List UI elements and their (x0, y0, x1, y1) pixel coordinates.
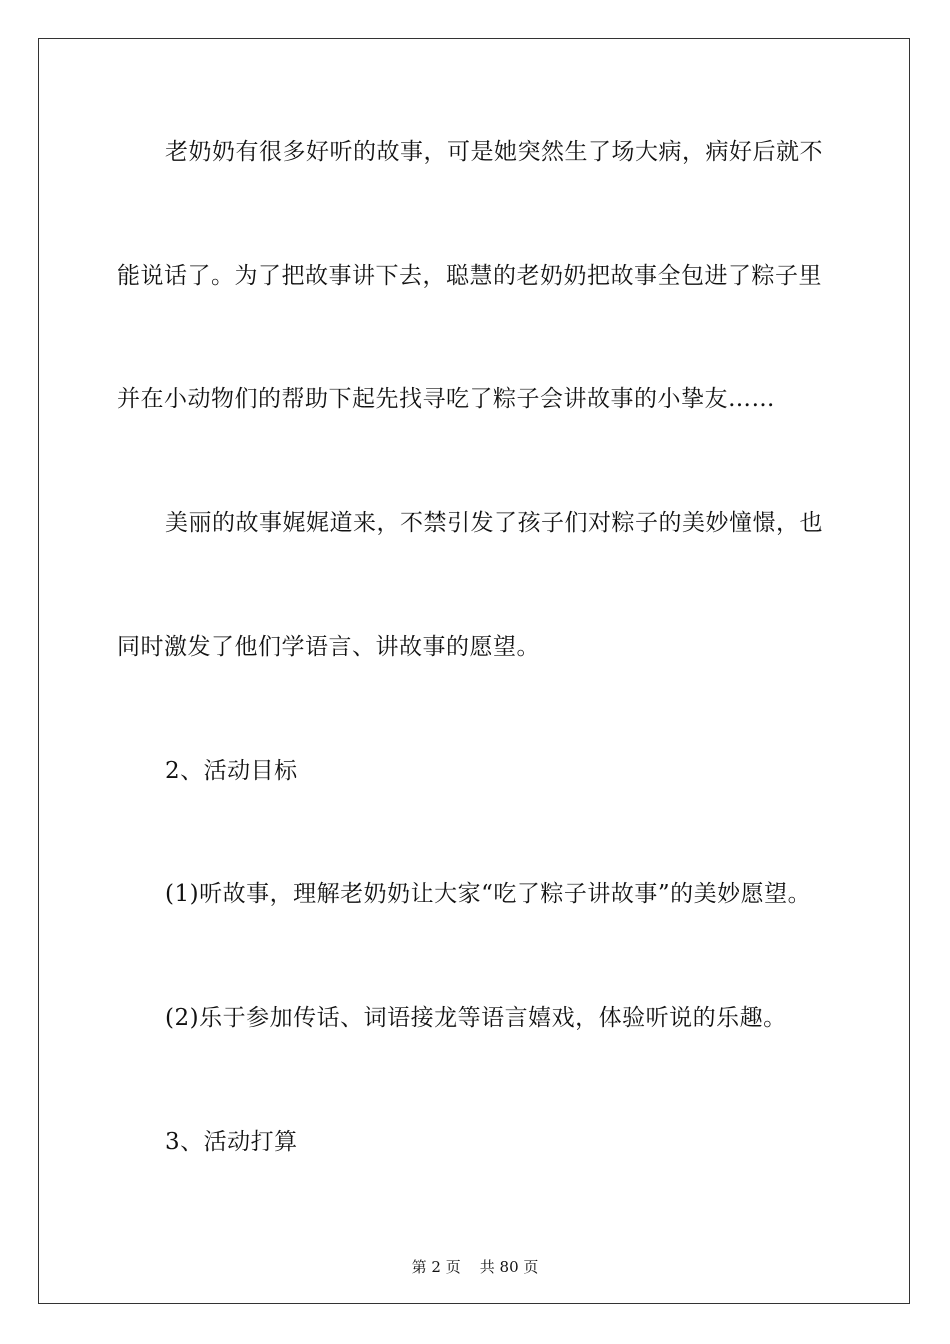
paragraph-2-line-2: 同时激发了他们学语言、讲故事的愿望。 (117, 634, 540, 660)
goal-item-2: (2)乐于参加传话、词语接龙等语言嬉戏，体验听说的乐趣。 (165, 1005, 787, 1031)
section-heading-goals: 2、活动目标 (165, 758, 298, 784)
page-number-footer: 第 2 页 共 80 页 (411, 1258, 539, 1276)
goal-item-1: (1)听故事，理解老奶奶让大家“吃了粽子讲故事”的美妙愿望。 (165, 881, 812, 907)
paragraph-1-line-2: 能说话了。为了把故事讲下去，聪慧的老奶奶把故事全包进了粽子里 (117, 263, 822, 289)
paragraph-1-line-3: 并在小动物们的帮助下起先找寻吃了粽子会讲故事的小挚友…… (117, 386, 775, 412)
document-page (38, 38, 910, 1304)
paragraph-2-line-1: 美丽的故事娓娓道来，不禁引发了孩子们对粽子的美妙憧憬，也 (165, 510, 823, 536)
section-heading-plan: 3、活动打算 (165, 1129, 298, 1155)
paragraph-1-line-1: 老奶奶有很多好听的故事，可是她突然生了场大病，病好后就不 (165, 139, 823, 165)
